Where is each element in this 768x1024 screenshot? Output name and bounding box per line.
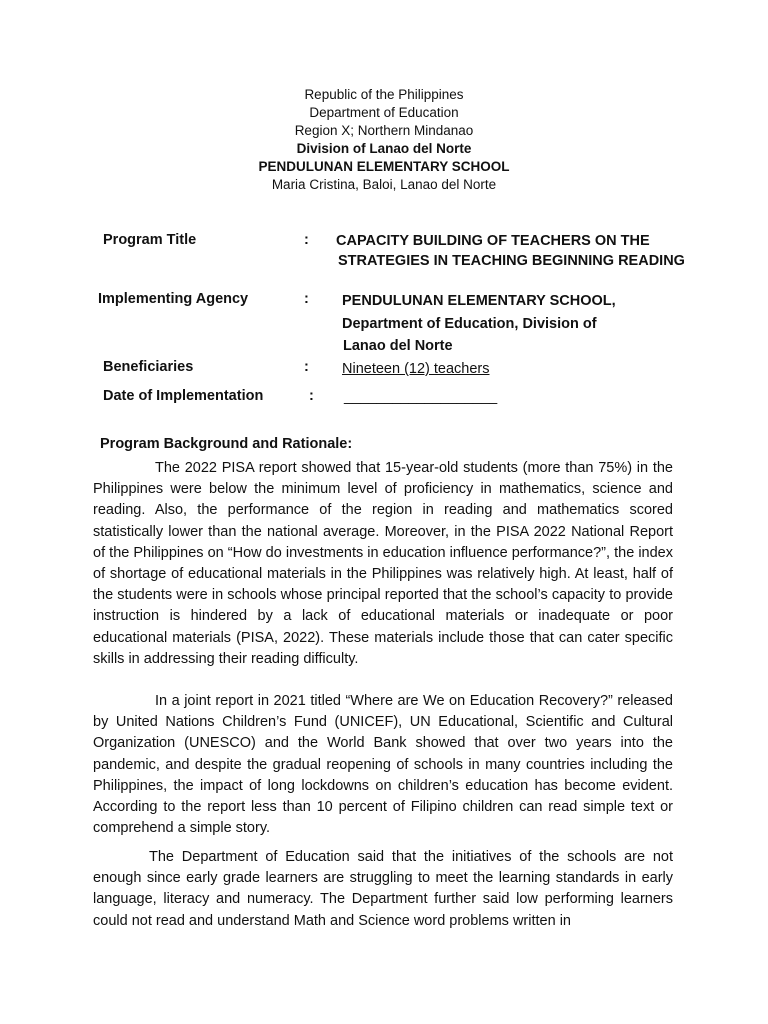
- program-title-value-line2: STRATEGIES IN TEACHING BEGINNING READING: [338, 253, 685, 269]
- implementing-agency-value-line2: Department of Education, Division of: [342, 316, 597, 332]
- program-title-colon: :: [304, 232, 309, 248]
- date-of-implementation-label: Date of Implementation: [103, 388, 264, 404]
- implementing-agency-value-line1: PENDULUNAN ELEMENTARY SCHOOL,: [342, 293, 616, 309]
- date-of-implementation-colon: :: [309, 388, 314, 404]
- beneficiaries-colon: :: [304, 359, 309, 375]
- program-title-value-line1: CAPACITY BUILDING OF TEACHERS ON THE: [336, 233, 650, 249]
- header-department: Department of Education: [309, 105, 459, 120]
- date-of-implementation-blank: ___________________: [344, 389, 498, 405]
- paragraph-3: [93, 847, 673, 932]
- header-republic: Republic of the Philippines: [304, 87, 464, 102]
- paragraph-1-text: The 2022 PISA report showed that 15-year-old students (more than 75%) in the Philippines were below the minimum level of proficiency in mathematics, science and reading. Also, the performance of the region in reading and mathematics scored statistically lower than the national average. Moreover, in the PISA 2022 National Report of the Philippines on “How do investments in education influence performance?”, the index of shortage of educational materials in the Philippines was relatively high. At least, half of the students were in schools whose principal reported that the school’s capacity to provide instruction is hindered by a lack of educational materials or inadequate or poor educational materials (PISA, 2022). These materials include those that can cater specific skills in addressing their reading difficulty.: [93, 460, 673, 667]
- implementing-agency-value-line3: Lanao del Norte: [343, 338, 453, 354]
- paragraph-2: [93, 691, 673, 839]
- section-title: Program Background and Rationale:: [100, 436, 353, 452]
- header-school: PENDULUNAN ELEMENTARY SCHOOL: [258, 159, 510, 174]
- header-address: Maria Cristina, Baloi, Lanao del Norte: [271, 177, 497, 192]
- paragraph-2-text: In a joint report in 2021 titled “Where are We on Education Recovery?” released by United Nations Children’s Fund (UNICEF), UN Educational, Scientific and Cultural Organization (UNESCO) and the World Bank showed that over two years into the pandemic, and despite the gradual reopening of schools in many countries including the Philippines, the impact of long lockdowns on children’s education has become evident. According to the report less than 10 percent of Filipino children can read simple text or comprehend a simple story.: [93, 693, 673, 837]
- implementing-agency-label: Implementing Agency: [98, 291, 249, 307]
- beneficiaries-value: Nineteen (12) teachers: [342, 361, 490, 377]
- implementing-agency-colon: :: [304, 291, 309, 307]
- paragraph-1: [93, 458, 673, 670]
- paragraph-3-text: The Department of Education said that the initiatives of the schools are not enough since early grade learners are struggling to meet the learning standards in early language, literacy and numeracy. The Department further said low performing learners could not read and understand Math and Science word problems written in: [93, 849, 673, 929]
- header-region: Region X; Northern Mindanao: [294, 123, 474, 138]
- header-division: Division of Lanao del Norte: [296, 141, 472, 156]
- letterhead: [0, 86, 768, 194]
- program-title-label: Program Title: [103, 232, 197, 248]
- beneficiaries-label: Beneficiaries: [103, 359, 194, 375]
